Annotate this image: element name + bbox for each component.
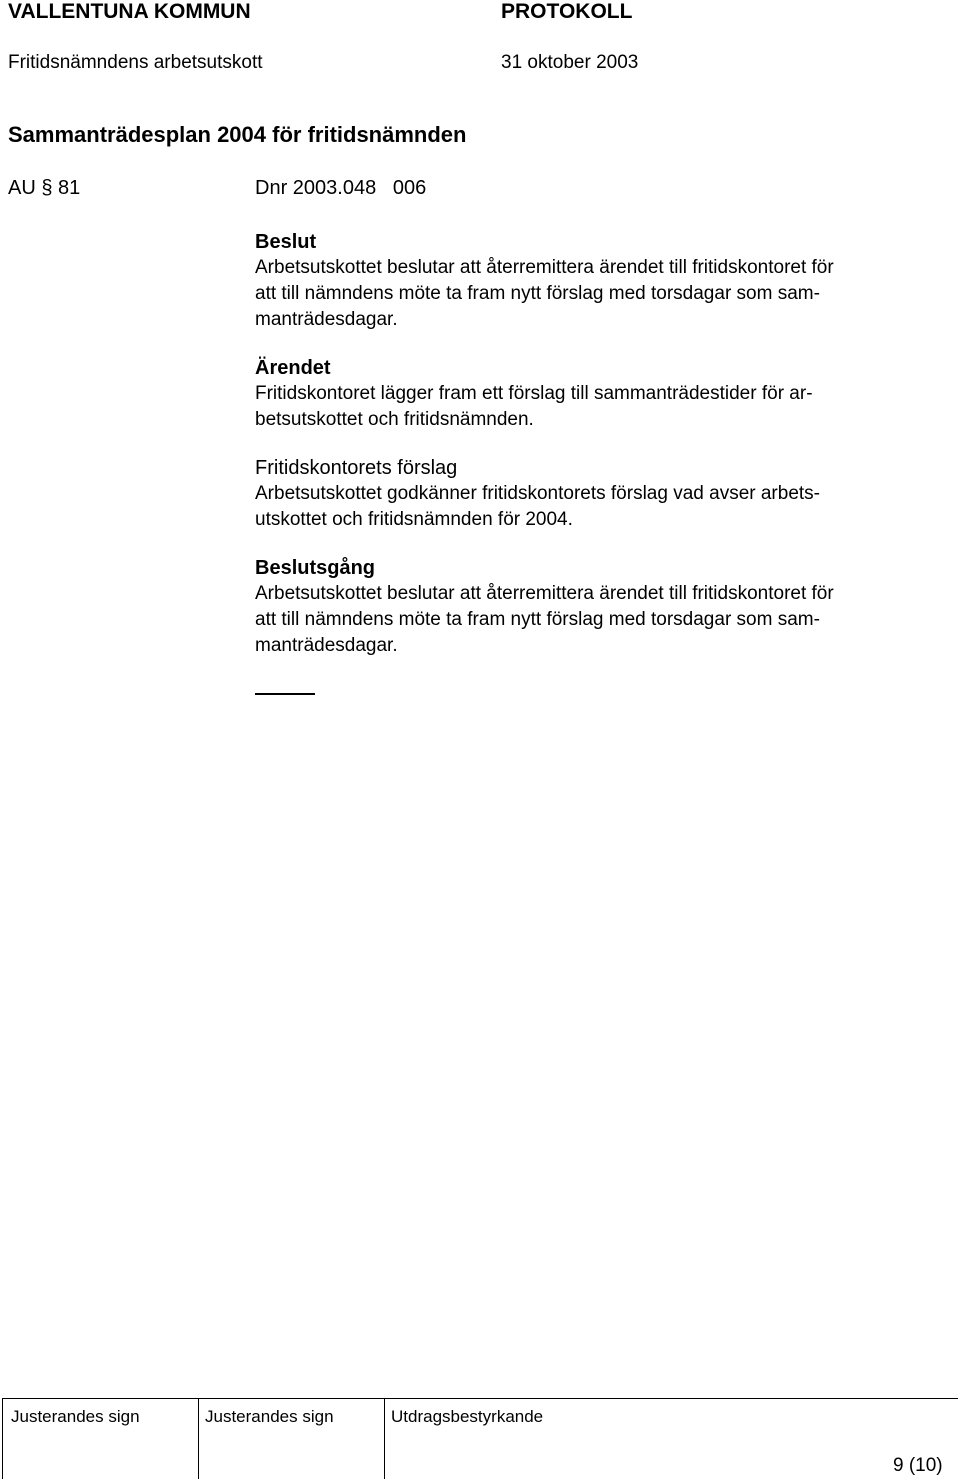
diary-number: Dnr 2003.048 006 [255, 177, 427, 199]
committee-name: Fritidsnämndens arbetsutskott [8, 52, 263, 73]
body-column [255, 229, 955, 681]
section-text-line: manträdesdagar. [255, 635, 398, 656]
section-text-line: att till nämndens möte ta fram nytt förslag med torsdagar som sam- [255, 283, 820, 304]
certification-label: Utdragsbestyrkande [391, 1407, 544, 1426]
section-decision [255, 229, 955, 333]
page-number: 9 (10) [893, 1455, 943, 1476]
section-heading: Ärendet [255, 357, 331, 379]
document-type: PROTOKOLL [501, 0, 633, 23]
section-text-line: manträdesdagar. [255, 309, 398, 330]
section-heading: Beslut [255, 231, 317, 253]
section-heading: Fritidskontorets förslag [255, 457, 458, 479]
signature-cell [2, 1399, 199, 1479]
section-heading: Beslutsgång [255, 557, 376, 579]
section-text-line: Arbetsutskottet beslutar att återremittera ärendet till fritidskontoret för [255, 583, 834, 604]
section-text-line: att till nämndens möte ta fram nytt förslag med torsdagar som sam- [255, 609, 820, 630]
organization-name: VALLENTUNA KOMMUN [8, 0, 251, 23]
protocol-date: 31 oktober 2003 [501, 52, 639, 73]
section-reference: AU § 81 [8, 177, 81, 199]
signature-footer [2, 1398, 958, 1479]
end-rule [255, 693, 315, 695]
signature-cell [198, 1399, 385, 1479]
section-proposal [255, 455, 955, 533]
section-text-line: utskottet och fritidsnämnden för 2004. [255, 509, 573, 530]
certification-cell [384, 1399, 959, 1479]
section-text-line: Arbetsutskottet godkänner fritidskontorets förslag vad avser arbets- [255, 483, 820, 504]
signature-label: Justerandes sign [11, 1407, 140, 1426]
section-matter [255, 355, 955, 433]
section-decision-process [255, 555, 955, 659]
section-text-line: Arbetsutskottet beslutar att återremittera ärendet till fritidskontoret för [255, 257, 834, 278]
section-text-line: Fritidskontoret lägger fram ett förslag till sammanträdestider för ar- [255, 383, 813, 404]
signature-label: Justerandes sign [205, 1407, 334, 1426]
page-title: Sammanträdesplan 2004 för fritidsnämnden [8, 122, 467, 147]
section-text-line: betsutskottet och fritidsnämnden. [255, 409, 534, 430]
